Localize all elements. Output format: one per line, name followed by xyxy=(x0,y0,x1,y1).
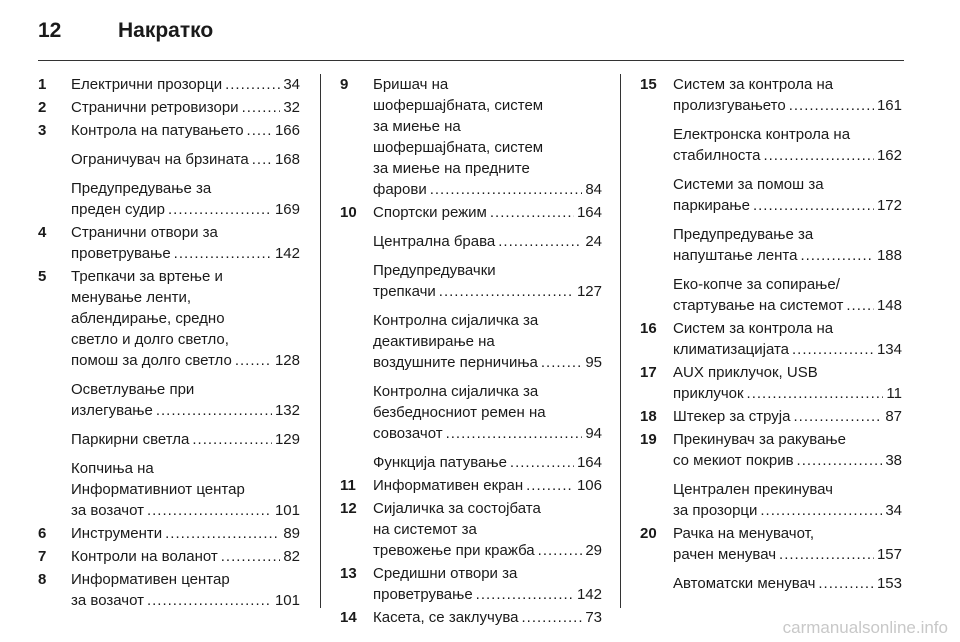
index-entry xyxy=(38,120,300,141)
column-divider xyxy=(620,74,621,608)
dot-leader xyxy=(763,145,874,166)
entry-number: 11 xyxy=(340,477,356,494)
entry-page-ref: 153 xyxy=(876,575,902,592)
index-entry xyxy=(340,202,602,223)
dot-leader xyxy=(760,500,882,521)
entry-page-ref: 95 xyxy=(585,354,602,371)
entry-page-ref: 142 xyxy=(576,586,602,603)
entry-text-line: воздушните перничиња xyxy=(373,354,538,371)
entry-text-line: тревожење при кражба xyxy=(373,542,535,559)
dot-leader xyxy=(235,350,272,371)
dot-leader xyxy=(792,339,874,360)
entry-page-ref: 24 xyxy=(585,233,602,250)
index-entry xyxy=(340,498,602,561)
index-entry xyxy=(340,607,602,628)
dot-leader xyxy=(168,199,272,220)
entry-text-line: аблендирање, средно xyxy=(71,310,225,327)
index-entry xyxy=(340,381,602,444)
entry-text-line: Систем за контрола на xyxy=(673,320,834,337)
entry-text-line: стабилноста xyxy=(673,147,761,164)
entry-page-ref: 101 xyxy=(274,502,300,519)
entry-number: 1 xyxy=(38,76,47,93)
dot-leader xyxy=(439,281,574,302)
dot-leader xyxy=(192,429,272,450)
entry-text-line: рачен менувач xyxy=(673,546,777,563)
index-entry xyxy=(340,310,602,373)
index-entry xyxy=(640,74,902,116)
entry-text-line: Ограничувач на брзината xyxy=(71,151,249,168)
index-entry xyxy=(38,178,300,220)
entry-text-line: стартување на системот xyxy=(673,297,844,314)
index-entry xyxy=(38,458,300,521)
entry-text-line: Систем за контрола на xyxy=(673,76,834,93)
dot-leader xyxy=(430,179,583,200)
entry-text-line: Централна брава xyxy=(373,233,496,250)
dot-leader xyxy=(174,243,272,264)
entry-number: 7 xyxy=(38,548,47,565)
index-entry xyxy=(640,479,902,521)
dot-leader xyxy=(818,573,874,594)
entry-text-line: деактивирање на xyxy=(373,333,495,350)
index-entry xyxy=(38,546,300,567)
entry-text-line: светло и долго светло, xyxy=(71,331,229,348)
entry-text-line: Електронска контрола на xyxy=(673,126,851,143)
entry-text-line: шофершајбната, систем xyxy=(373,139,544,156)
entry-text-line: со мекиот покрив xyxy=(673,452,794,469)
entry-page-ref: 169 xyxy=(274,201,300,218)
entry-text-line: Сијаличка за состојбата xyxy=(373,500,541,517)
entry-text-line: помош за долго светло xyxy=(71,352,232,369)
entry-text-line: Електрични прозорци xyxy=(71,76,223,93)
index-entry xyxy=(640,523,902,565)
entry-number: 17 xyxy=(640,364,657,381)
dot-leader xyxy=(779,544,874,565)
entry-text-line: Спортски режим xyxy=(373,204,487,221)
index-column-3 xyxy=(640,74,902,596)
index-entry xyxy=(340,452,602,473)
index-entry xyxy=(38,523,300,544)
dot-leader xyxy=(252,149,272,170)
entry-number: 10 xyxy=(340,204,357,221)
entry-page-ref: 148 xyxy=(876,297,902,314)
entry-text-line: Рачка на менувачот, xyxy=(673,525,814,542)
entry-text-line: Бришач на xyxy=(373,76,449,93)
dot-leader xyxy=(753,195,874,216)
index-entry xyxy=(38,266,300,371)
entry-page-ref: 106 xyxy=(576,477,602,494)
index-entry xyxy=(340,475,602,496)
entry-text-line: за миење на xyxy=(373,118,461,135)
dot-leader xyxy=(242,97,281,118)
entry-page-ref: 172 xyxy=(876,197,902,214)
entry-number: 6 xyxy=(38,525,47,542)
entry-page-ref: 188 xyxy=(876,247,902,264)
entry-number: 2 xyxy=(38,99,47,116)
entry-text-line: Инструменти xyxy=(71,525,163,542)
header-divider xyxy=(38,60,904,61)
entry-number: 19 xyxy=(640,431,657,448)
index-entry xyxy=(38,222,300,264)
entry-text-line: Странични отвори за xyxy=(71,224,218,241)
entry-page-ref: 87 xyxy=(885,408,902,425)
entry-text-line: AUX приклучок, USB xyxy=(673,364,818,381)
entry-number: 20 xyxy=(640,525,657,542)
dot-leader xyxy=(538,540,583,561)
entry-text-line: проветрување xyxy=(373,586,473,603)
index-entry xyxy=(340,563,602,605)
dot-leader xyxy=(797,450,883,471)
dot-leader xyxy=(510,452,574,473)
index-entry xyxy=(640,362,902,404)
index-entry xyxy=(340,74,602,200)
dot-leader xyxy=(490,202,574,223)
entry-number: 3 xyxy=(38,122,47,139)
entry-number: 4 xyxy=(38,224,47,241)
index-column-1 xyxy=(38,74,300,613)
index-entry xyxy=(38,429,300,450)
entry-text-line: за миење на предните xyxy=(373,160,530,177)
entry-page-ref: 161 xyxy=(876,97,902,114)
page-title: Накратко xyxy=(118,19,214,42)
entry-text-line: преден судир xyxy=(71,201,165,218)
entry-page-ref: 89 xyxy=(283,525,300,542)
dot-leader xyxy=(446,423,583,444)
index-entry xyxy=(38,97,300,118)
entry-number: 15 xyxy=(640,76,657,93)
entry-text-line: климатизацијата xyxy=(673,341,790,358)
index-entry xyxy=(340,231,602,252)
entry-text-line: Копчиња на xyxy=(71,460,154,477)
index-entry xyxy=(640,573,902,594)
entry-text-line: Осветлување при xyxy=(71,381,195,398)
entry-page-ref: 127 xyxy=(576,283,602,300)
dot-leader xyxy=(247,120,272,141)
entry-number: 9 xyxy=(340,76,349,93)
entry-text-line: менување ленти, xyxy=(71,289,192,306)
index-entry xyxy=(38,149,300,170)
entry-text-line: Еко-копче за сопирање/ xyxy=(673,276,840,293)
dot-leader xyxy=(147,590,272,611)
entry-text-line: Предупредување за xyxy=(673,226,814,243)
entry-page-ref: 132 xyxy=(274,402,300,419)
dot-leader xyxy=(541,352,582,373)
entry-text-line: проветрување xyxy=(71,245,171,262)
entry-page-ref: 134 xyxy=(876,341,902,358)
dot-leader xyxy=(789,95,874,116)
entry-text-line: Системи за помош за xyxy=(673,176,824,193)
entry-text-line: за возачот xyxy=(71,502,144,519)
entry-page-ref: 34 xyxy=(885,502,902,519)
entry-text-line: Паркирни светла xyxy=(71,431,190,448)
index-entry xyxy=(640,224,902,266)
entry-page-ref: 166 xyxy=(274,122,300,139)
dot-leader xyxy=(498,231,582,252)
entry-page-ref: 157 xyxy=(876,546,902,563)
entry-text-line: трепкачи xyxy=(373,283,436,300)
dot-leader xyxy=(526,475,574,496)
entry-text-line: Касета, се заклучува xyxy=(373,609,519,626)
entry-text-line: Странични ретровизори xyxy=(71,99,239,116)
index-column-2 xyxy=(340,74,602,630)
dot-leader xyxy=(225,74,280,95)
entry-text-line: Функција патување xyxy=(373,454,507,471)
entry-text-line: Предупредувачки xyxy=(373,262,496,279)
entry-number: 12 xyxy=(340,500,357,517)
entry-text-line: Контролна сијаличка за xyxy=(373,383,539,400)
index-entry xyxy=(640,274,902,316)
entry-page-ref: 162 xyxy=(876,147,902,164)
entry-text-line: Средишни отвори за xyxy=(373,565,518,582)
dot-leader xyxy=(147,500,272,521)
dot-leader xyxy=(165,523,280,544)
entry-text-line: Штекер за струја xyxy=(673,408,791,425)
entry-page-ref: 73 xyxy=(585,609,602,626)
dot-leader xyxy=(476,584,574,605)
dot-leader xyxy=(747,383,884,404)
entry-text-line: на системот за xyxy=(373,521,477,538)
dot-leader xyxy=(221,546,281,567)
entry-text-line: Информативниот центар xyxy=(71,481,245,498)
entry-number: 18 xyxy=(640,408,657,425)
entry-page-ref: 142 xyxy=(274,245,300,262)
entry-text-line: Контролна сијаличка за xyxy=(373,312,539,329)
index-entry xyxy=(38,379,300,421)
entry-page-ref: 164 xyxy=(576,204,602,221)
entry-number: 16 xyxy=(640,320,657,337)
entry-text-line: Автоматски менувач xyxy=(673,575,816,592)
dot-leader xyxy=(521,607,582,628)
entry-text-line: Трепкачи за вртење и xyxy=(71,268,223,285)
entry-text-line: паркирање xyxy=(673,197,750,214)
index-entry xyxy=(38,569,300,611)
entry-page-ref: 82 xyxy=(283,548,300,565)
entry-page-ref: 128 xyxy=(274,352,300,369)
entry-page-ref: 94 xyxy=(585,425,602,442)
column-divider xyxy=(320,74,321,608)
entry-text-line: Централен прекинувач xyxy=(673,481,833,498)
entry-text-line: Контрола на патувањето xyxy=(71,122,244,139)
entry-text-line: безбедносниот ремен на xyxy=(373,404,546,421)
entry-text-line: Предупредување за xyxy=(71,180,212,197)
entry-text-line: приклучок xyxy=(673,385,744,402)
index-entry xyxy=(38,74,300,95)
index-entry xyxy=(640,174,902,216)
index-entry xyxy=(640,318,902,360)
index-entry xyxy=(640,406,902,427)
entry-page-ref: 11 xyxy=(886,385,902,402)
dot-leader xyxy=(156,400,272,421)
entry-number: 13 xyxy=(340,565,357,582)
entry-number: 8 xyxy=(38,571,47,588)
index-entry xyxy=(340,260,602,302)
dot-leader xyxy=(846,295,874,316)
entry-number: 14 xyxy=(340,609,357,626)
index-entry xyxy=(640,124,902,166)
entry-text-line: Информативен екран xyxy=(373,477,524,494)
entry-text-line: Прекинувач за ракување xyxy=(673,431,846,448)
watermark-text: carmanualsonline.info xyxy=(782,618,948,637)
entry-text-line: совозачот xyxy=(373,425,443,442)
entry-page-ref: 38 xyxy=(885,452,902,469)
entry-page-ref: 34 xyxy=(283,76,300,93)
entry-text-line: излегување xyxy=(71,402,153,419)
entry-page-ref: 101 xyxy=(274,592,300,609)
entry-text-line: фарови xyxy=(373,181,427,198)
entry-text-line: Контроли на воланот xyxy=(71,548,218,565)
index-entry xyxy=(640,429,902,471)
entry-text-line: Информативен центар xyxy=(71,571,230,588)
entry-page-ref: 164 xyxy=(576,454,602,471)
entry-page-ref: 129 xyxy=(274,431,300,448)
dot-leader xyxy=(793,406,882,427)
entry-text-line: пролизгувањето xyxy=(673,97,786,114)
dot-leader xyxy=(800,245,874,266)
entry-page-ref: 168 xyxy=(274,151,300,168)
entry-page-ref: 84 xyxy=(585,181,602,198)
entry-number: 5 xyxy=(38,268,47,285)
page-number: 12 xyxy=(38,19,62,42)
entry-text-line: за прозорци xyxy=(673,502,758,519)
entry-text-line: за возачот xyxy=(71,592,144,609)
entry-text-line: напуштање лента xyxy=(673,247,798,264)
entry-page-ref: 29 xyxy=(585,542,602,559)
entry-page-ref: 32 xyxy=(283,99,300,116)
entry-text-line: шофершајбната, систем xyxy=(373,97,544,114)
